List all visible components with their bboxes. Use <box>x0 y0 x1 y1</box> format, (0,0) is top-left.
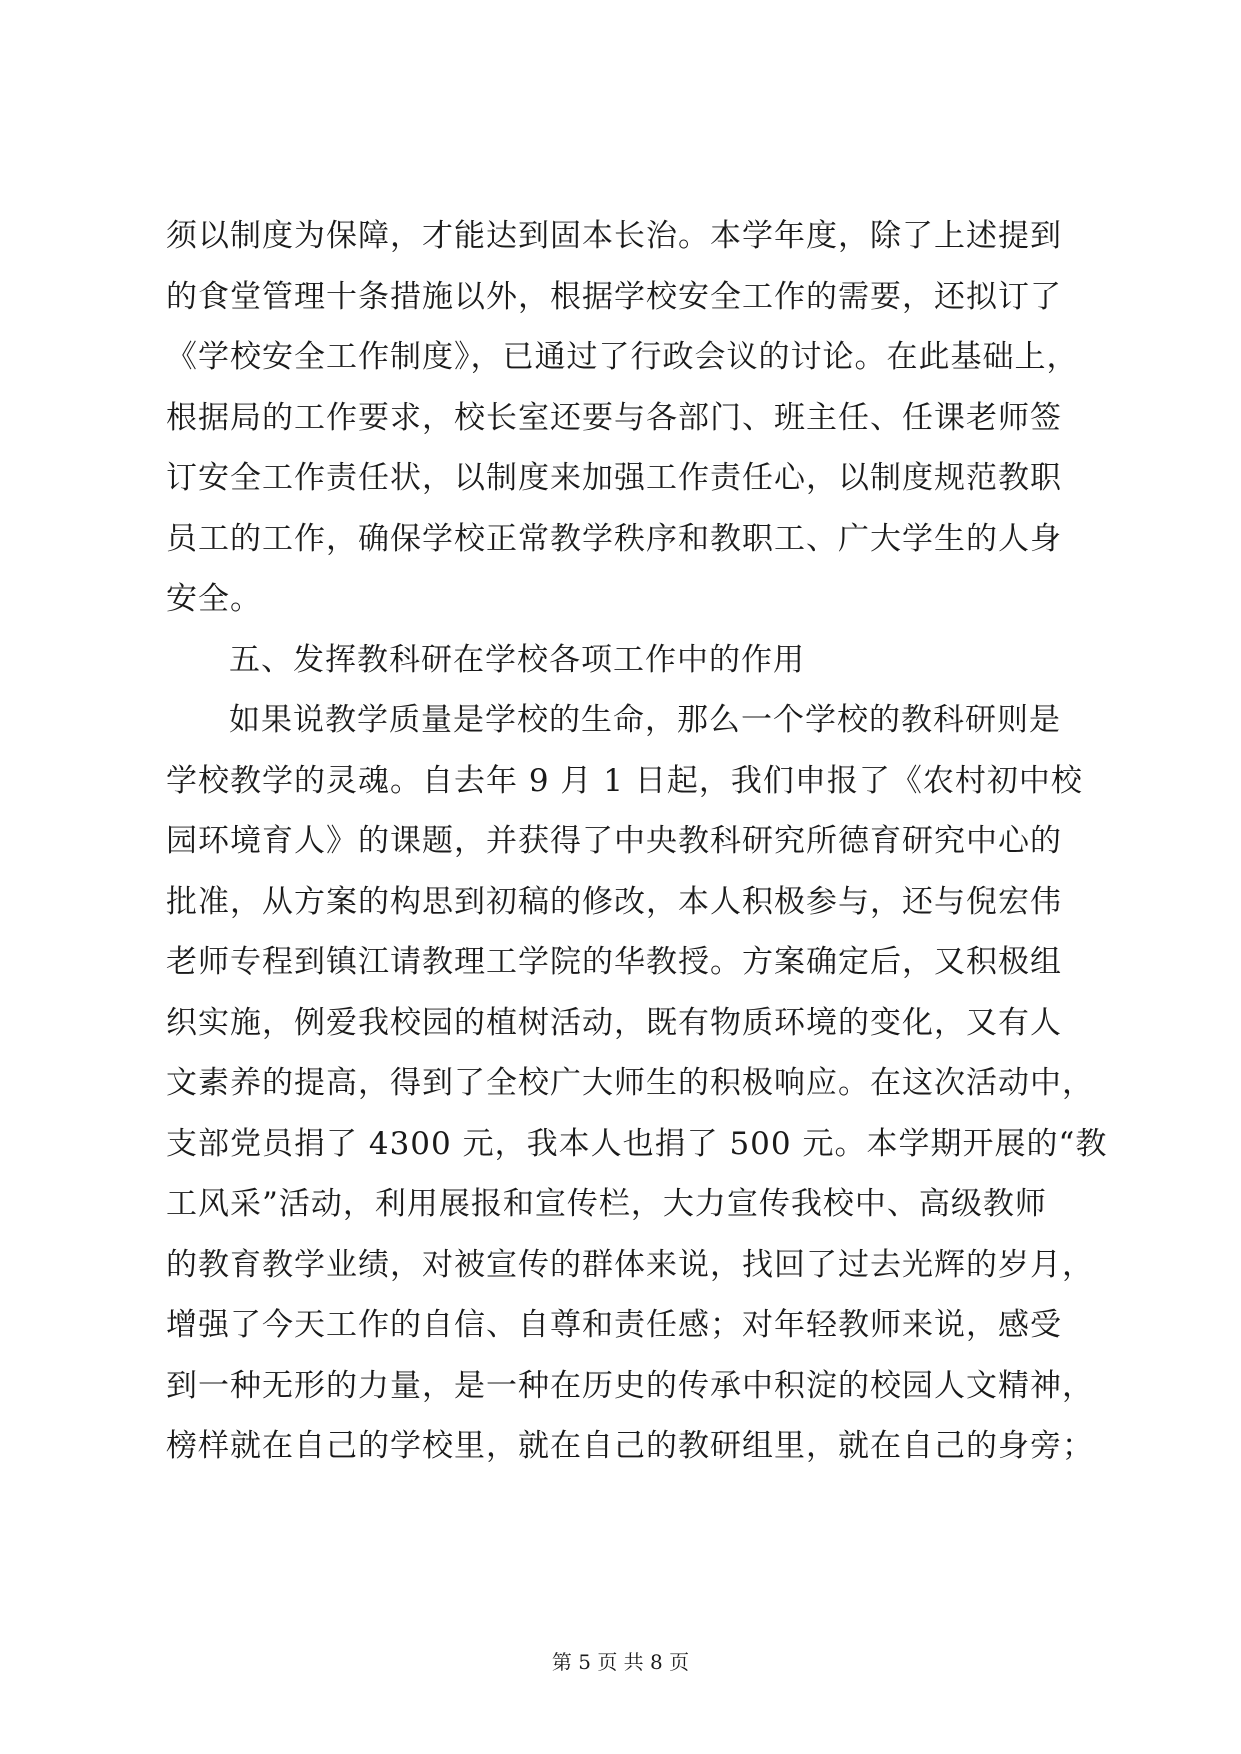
body-text <box>166 206 1108 1477</box>
text-line: 《学校安全工作制度》，已通过了行政会议的讨论。在此基础上， <box>166 339 1079 375</box>
text-line: 的教育教学业绩，对被宣传的群体来说，找回了过去光辉的岁月， <box>166 1246 1094 1283</box>
text-line: 工风采”活动，利用展报和宣传栏，大力宣传我校中、高级教师 <box>166 1186 1047 1222</box>
text-line: 到一种无形的力量，是一种在历史的传承中积淀的校园人文精神， <box>166 1367 1094 1404</box>
text-line: 学校教学的灵魂。自去年 9 月 1 日起，我们申报了《农村初中校 <box>166 762 1083 799</box>
text-line: 的食堂管理十条措施以外，根据学校安全工作的需要，还拟订了 <box>166 278 1062 315</box>
text-line: 榜样就在自己的学校里，就在自己的教研组里，就在自己的身旁； <box>166 1428 1094 1464</box>
text-line: 园环境育人》的课题，并获得了中央教科研究所德育研究中心的 <box>166 823 1062 859</box>
text-line: 根据局的工作要求，校长室还要与各部门、班主任、任课老师签 <box>166 399 1062 436</box>
text-line: 文素养的提高，得到了全校广大师生的积极响应。在这次活动中， <box>166 1065 1094 1101</box>
page-footer: 第 5 页 共 8 页 <box>551 1650 690 1674</box>
text-line: 批准，从方案的构思到初稿的修改，本人积极参与，还与倪宏伟 <box>166 883 1062 920</box>
text-line: 支部党员捐了 4300 元，我本人也捐了 500 元。本学期开展的“教 <box>166 1125 1108 1162</box>
text-line: 须以制度为保障，才能达到固本长治。本学年度，除了上述提到 <box>166 218 1062 254</box>
text-line: 增强了今天工作的自信、自尊和责任感；对年轻教师来说，感受 <box>166 1307 1062 1343</box>
section-heading: 五、发挥教科研在学校各项工作中的作用 <box>229 641 805 678</box>
text-line: 老师专程到镇江请教理工学院的华教授。方案确定后，又积极组 <box>166 944 1062 980</box>
paragraph-start-line: 如果说教学质量是学校的生命，那么一个学校的教科研则是 <box>229 702 1061 738</box>
text-line: 员工的工作，确保学校正常教学秩序和教职工、广大学生的人身 <box>166 520 1062 557</box>
text-line: 安全。 <box>166 581 262 617</box>
text-line: 织实施，例爱我校园的植树活动，既有物质环境的变化，又有人 <box>166 1004 1062 1041</box>
text-line: 订安全工作责任状，以制度来加强工作责任心，以制度规范教职 <box>166 460 1062 496</box>
